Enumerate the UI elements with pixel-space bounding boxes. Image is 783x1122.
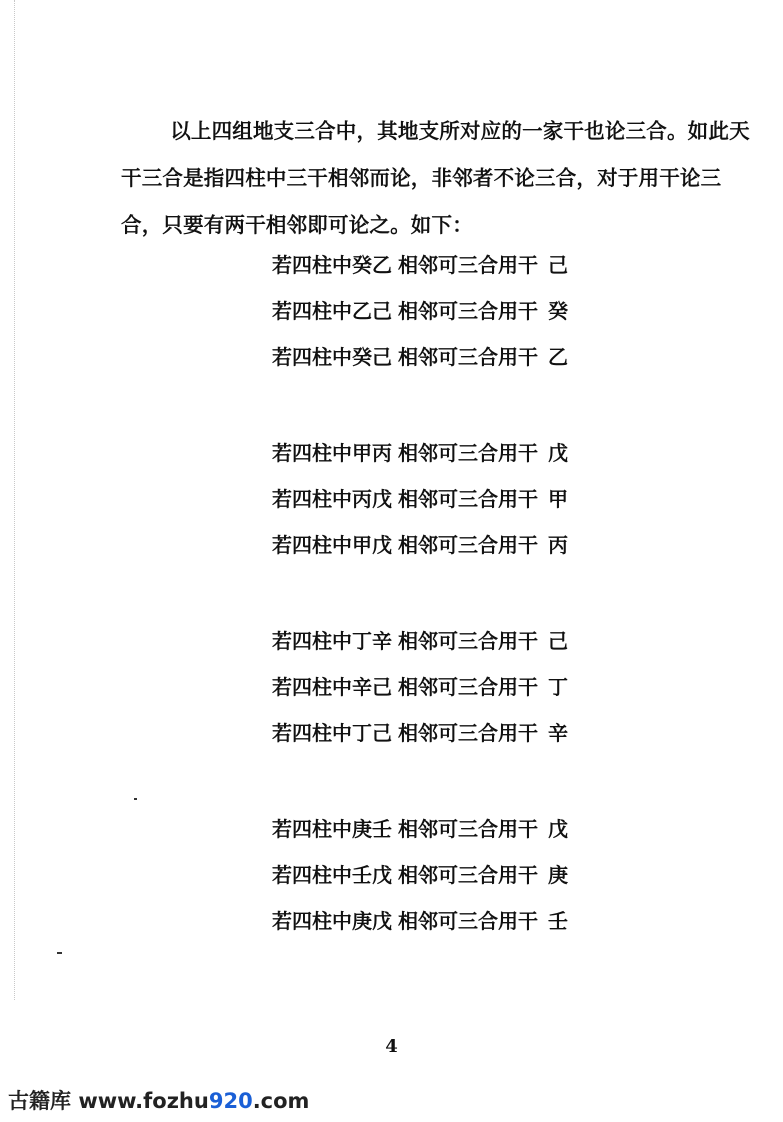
watermark-url: [78, 1089, 309, 1113]
rule-condition: 若四柱中壬戊: [272, 863, 392, 887]
rule-condition: 若四柱中辛己: [272, 675, 392, 699]
rule-result: 戊: [548, 817, 568, 841]
rule-result: 己: [548, 253, 568, 277]
rule-line: [272, 710, 632, 756]
rule-middle: 相邻可三合用干: [398, 253, 538, 277]
scan-edge: [14, 0, 16, 1000]
rule-line: [272, 430, 632, 476]
rule-line: [272, 476, 632, 522]
rule-line: [272, 618, 632, 664]
rule-condition: 若四柱中丁辛: [272, 629, 392, 653]
rule-middle: 相邻可三合用干: [398, 345, 538, 369]
rule-result: 乙: [548, 345, 568, 369]
rule-middle: 相邻可三合用干: [398, 533, 538, 557]
rule-middle: 相邻可三合用干: [398, 441, 538, 465]
rule-group: [272, 806, 632, 944]
page-number: 4: [385, 1036, 398, 1057]
rule-result: 甲: [548, 487, 568, 511]
rule-list: [272, 242, 632, 994]
rule-middle: 相邻可三合用干: [398, 817, 538, 841]
rule-condition: 若四柱中癸乙: [272, 253, 392, 277]
rule-line: [272, 898, 632, 944]
rule-line: [272, 288, 632, 334]
rule-middle: 相邻可三合用干: [398, 909, 538, 933]
rule-condition: 若四柱中癸己: [272, 345, 392, 369]
rule-condition: 若四柱中甲戊: [272, 533, 392, 557]
rule-result: 丙: [548, 533, 568, 557]
rule-middle: 相邻可三合用干: [398, 675, 538, 699]
watermark-url-prefix: www.fozhu: [78, 1089, 209, 1113]
watermark-url-number: 920: [208, 1089, 253, 1113]
rule-line: [272, 664, 632, 710]
rule-result: 辛: [548, 721, 568, 745]
rule-middle: 相邻可三合用干: [398, 863, 538, 887]
rule-result: 壬: [548, 909, 568, 933]
scan-speck: [134, 798, 137, 800]
watermark-url-suffix: .com: [252, 1089, 310, 1113]
rule-result: 戊: [548, 441, 568, 465]
intro-text: 以上四组地支三合中，其地支所对应的一家干也论三合。如此天干三合是指四柱中三干相邻而论，非邻者不论三合，对于用干论三合，只要有两干相邻即可论之。如下：: [121, 119, 750, 237]
rule-condition: 若四柱中丁己: [272, 721, 392, 745]
rule-middle: 相邻可三合用干: [398, 721, 538, 745]
rule-middle: 相邻可三合用干: [398, 629, 538, 653]
rule-line: [272, 334, 632, 380]
scan-speck: [57, 952, 62, 954]
rule-line: [272, 806, 632, 852]
rule-condition: 若四柱中丙戊: [272, 487, 392, 511]
rule-line: [272, 852, 632, 898]
rule-middle: 相邻可三合用干: [398, 487, 538, 511]
rule-group: [272, 242, 632, 380]
rule-result: 丁: [548, 675, 568, 699]
intro-paragraph: [121, 108, 761, 249]
watermark: [8, 1085, 309, 1115]
rule-line: [272, 522, 632, 568]
rule-condition: 若四柱中乙己: [272, 299, 392, 323]
rule-condition: 若四柱中甲丙: [272, 441, 392, 465]
rule-result: 癸: [548, 299, 568, 323]
rule-condition: 若四柱中庚戊: [272, 909, 392, 933]
rule-group: [272, 618, 632, 756]
rule-result: 庚: [548, 863, 568, 887]
rule-group: [272, 430, 632, 568]
rule-middle: 相邻可三合用干: [398, 299, 538, 323]
watermark-site-name: 古籍库: [8, 1089, 71, 1113]
rule-line: [272, 242, 632, 288]
rule-result: 己: [548, 629, 568, 653]
rule-condition: 若四柱中庚壬: [272, 817, 392, 841]
